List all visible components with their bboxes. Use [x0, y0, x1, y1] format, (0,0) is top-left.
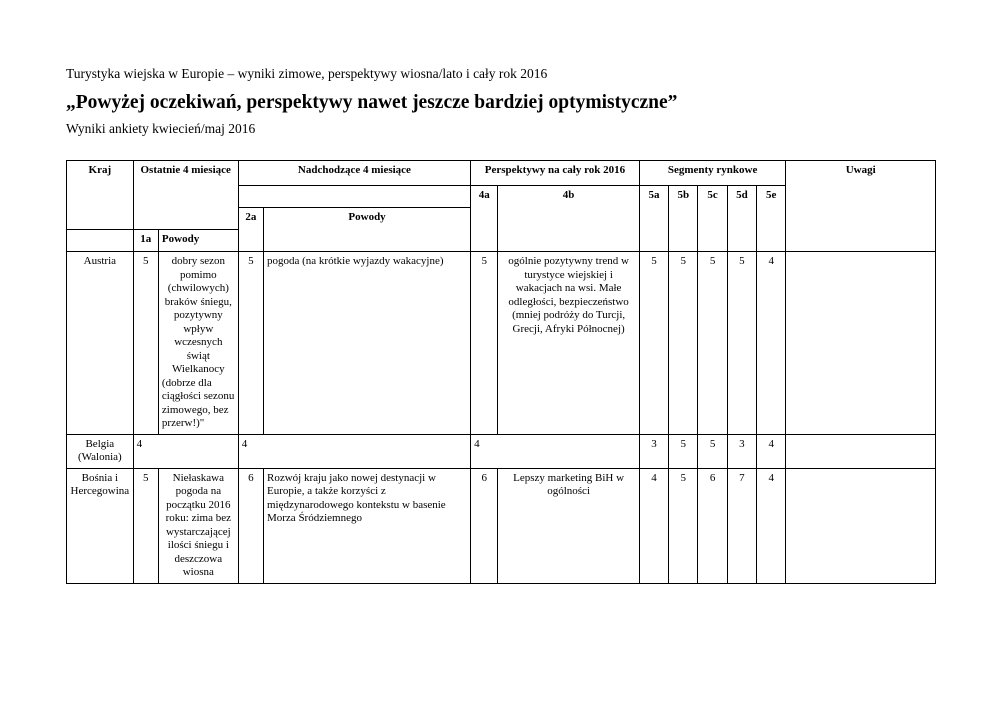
header-4b: 4b — [498, 186, 639, 252]
cell-2a: 5 — [238, 252, 263, 435]
header-powody-2: Powody — [263, 208, 470, 252]
cell-uwagi — [786, 468, 936, 583]
cell-5e: 4 — [757, 468, 786, 583]
cell-5a: 3 — [639, 434, 668, 468]
cell-kraj: Belgia (Walonia) — [67, 434, 134, 468]
cell-kraj: Austria — [67, 252, 134, 435]
cell-5c: 5 — [698, 252, 727, 435]
cell-4a: 6 — [471, 468, 498, 583]
header-row-1 — [67, 161, 936, 186]
cell-5c: 6 — [698, 468, 727, 583]
header-1a: 1a — [133, 230, 158, 252]
table-row — [67, 468, 936, 583]
header-segmenty: Segmenty rynkowe — [639, 161, 786, 186]
header-5c: 5c — [698, 186, 727, 252]
cell-2a: 6 — [238, 468, 263, 583]
survey-caption: Wyniki ankiety kwiecień/maj 2016 — [66, 121, 256, 136]
cell-5e: 4 — [757, 434, 786, 468]
cell-4b: Lepszy marketing BiH w ogólności — [498, 468, 639, 583]
cell-5d: 7 — [727, 468, 756, 583]
cell-uwagi — [786, 252, 936, 435]
header-powody-1: Powody — [158, 230, 238, 252]
cell-powody-2: Rozwój kraju jako nowej destynacji w Europie, a także korzyści z międzynarodowego kontekstu w basenie Morza Śródziemnego — [263, 468, 470, 583]
results-table — [66, 160, 936, 584]
header-perspektywy: Perspektywy na cały rok 2016 — [471, 161, 640, 186]
header-5d: 5d — [727, 186, 756, 252]
cell-4b: ogólnie pozytywny trend w turystyce wiejskiej i wakacjach na wsi. Małe odległości, bezpieczeństwo (mniej podróży do Turcji, Grecji, Afryki Północnej) — [498, 252, 639, 435]
table-row — [67, 434, 936, 468]
cell-1a: 4 — [133, 434, 238, 468]
header-kraj-blank — [67, 230, 134, 252]
header-kraj: Kraj — [67, 161, 134, 230]
header-nadchodzace-blank — [238, 186, 470, 208]
cell-powody-1 — [158, 252, 238, 435]
cell-2a: 4 — [238, 434, 470, 468]
header-ostatnie-blank — [133, 208, 238, 230]
cell-5d: 5 — [727, 252, 756, 435]
cell-5b: 5 — [669, 252, 698, 435]
header-nadchodzace: Nadchodzące 4 miesiące — [238, 161, 470, 186]
cell-4a: 4 — [471, 434, 640, 468]
header-5b: 5b — [669, 186, 698, 252]
document-subtitle: Turystyka wiejska w Europie – wyniki zimowe, perspektywy wiosna/lato i cały rok 2016 — [66, 66, 548, 81]
cell-4a: 5 — [471, 252, 498, 435]
cell-uwagi — [786, 434, 936, 468]
cell-powody-1: Niełaskawa pogoda na początku 2016 roku: zima bez wystarczającej ilości śniegu i deszczowa wiosna — [158, 468, 238, 583]
cell-5b: 5 — [669, 468, 698, 583]
document-headline: „Powyżej oczekiwań, perspektywy nawet jeszcze bardziej optymistyczne” — [66, 92, 678, 113]
header-uwagi: Uwagi — [786, 161, 936, 252]
cell-1a: 5 — [133, 468, 158, 583]
powody-1-extra: (dobrze dla ciągłości sezonu zimowego, bez przerw!)" — [161, 376, 235, 429]
header-5a: 5a — [639, 186, 668, 252]
cell-1a: 5 — [133, 252, 158, 435]
header-4a: 4a — [471, 186, 498, 252]
powody-1-text: dobry sezon pomimo (chwilowych) braków śniegu, pozytywny wpływ wczesnych świąt Wielkanocy — [164, 255, 232, 375]
cell-kraj: Bośnia i Hercegowina — [67, 468, 134, 583]
cell-powody-2: pogoda (na krótkie wyjazdy wakacyjne) — [263, 252, 470, 435]
cell-5a: 4 — [639, 468, 668, 583]
cell-5a: 5 — [639, 252, 668, 435]
cell-5d: 3 — [727, 434, 756, 468]
header-ostatnie: Ostatnie 4 miesiące — [133, 161, 238, 208]
cell-5e: 4 — [757, 252, 786, 435]
cell-5b: 5 — [669, 434, 698, 468]
header-2a: 2a — [238, 208, 263, 252]
cell-5c: 5 — [698, 434, 727, 468]
header-5e: 5e — [757, 186, 786, 252]
table-row — [67, 252, 936, 435]
